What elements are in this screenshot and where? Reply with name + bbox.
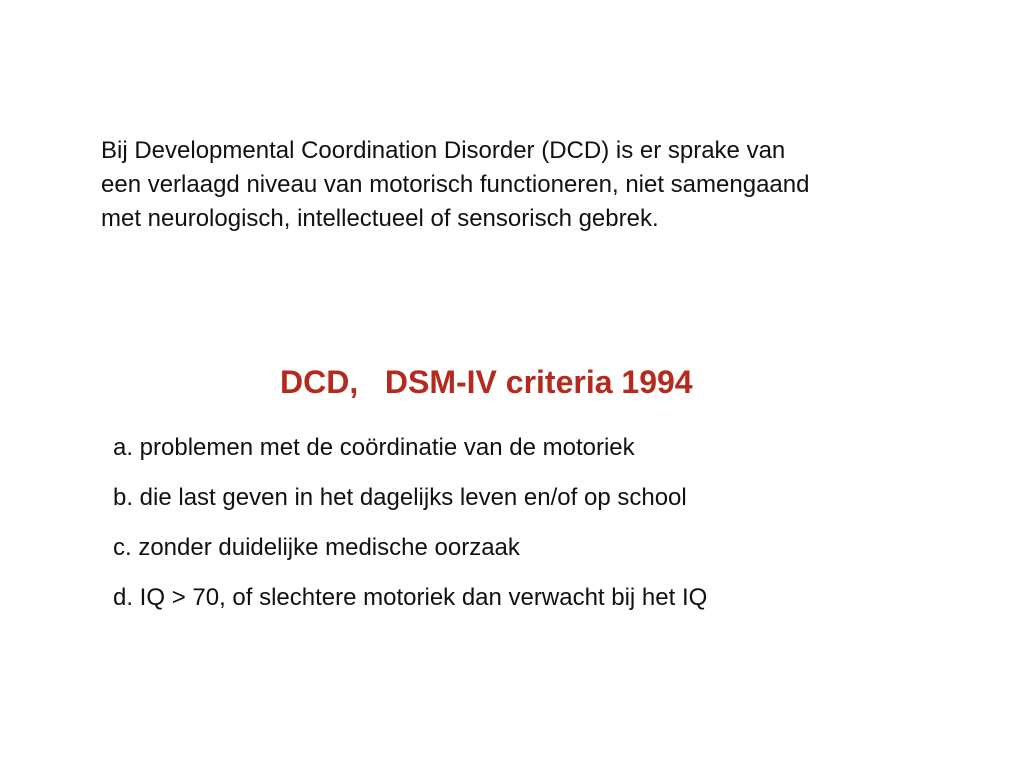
criteria-item-b: b. die last geven in het dagelijks leven en/of op school bbox=[113, 484, 687, 511]
criteria-item-d: d. IQ > 70, of slechtere motoriek dan verwacht bij het IQ bbox=[113, 584, 708, 611]
criteria-title: DCD, DSM-IV criteria 1994 bbox=[280, 364, 693, 400]
intro-line: Bij Developmental Coordination Disorder (DCD) is er sprake van bbox=[101, 137, 786, 164]
intro-paragraph bbox=[101, 134, 961, 236]
intro-line: met neurologisch, intellectueel of sensorisch gebrek. bbox=[101, 205, 659, 232]
criteria-item-a: a. problemen met de coördinatie van de motoriek bbox=[113, 434, 635, 461]
intro-line: een verlaagd niveau van motorisch functioneren, niet samengaand bbox=[101, 171, 810, 198]
criteria-item-c: c. zonder duidelijke medische oorzaak bbox=[113, 534, 520, 561]
criteria-list bbox=[113, 430, 707, 630]
